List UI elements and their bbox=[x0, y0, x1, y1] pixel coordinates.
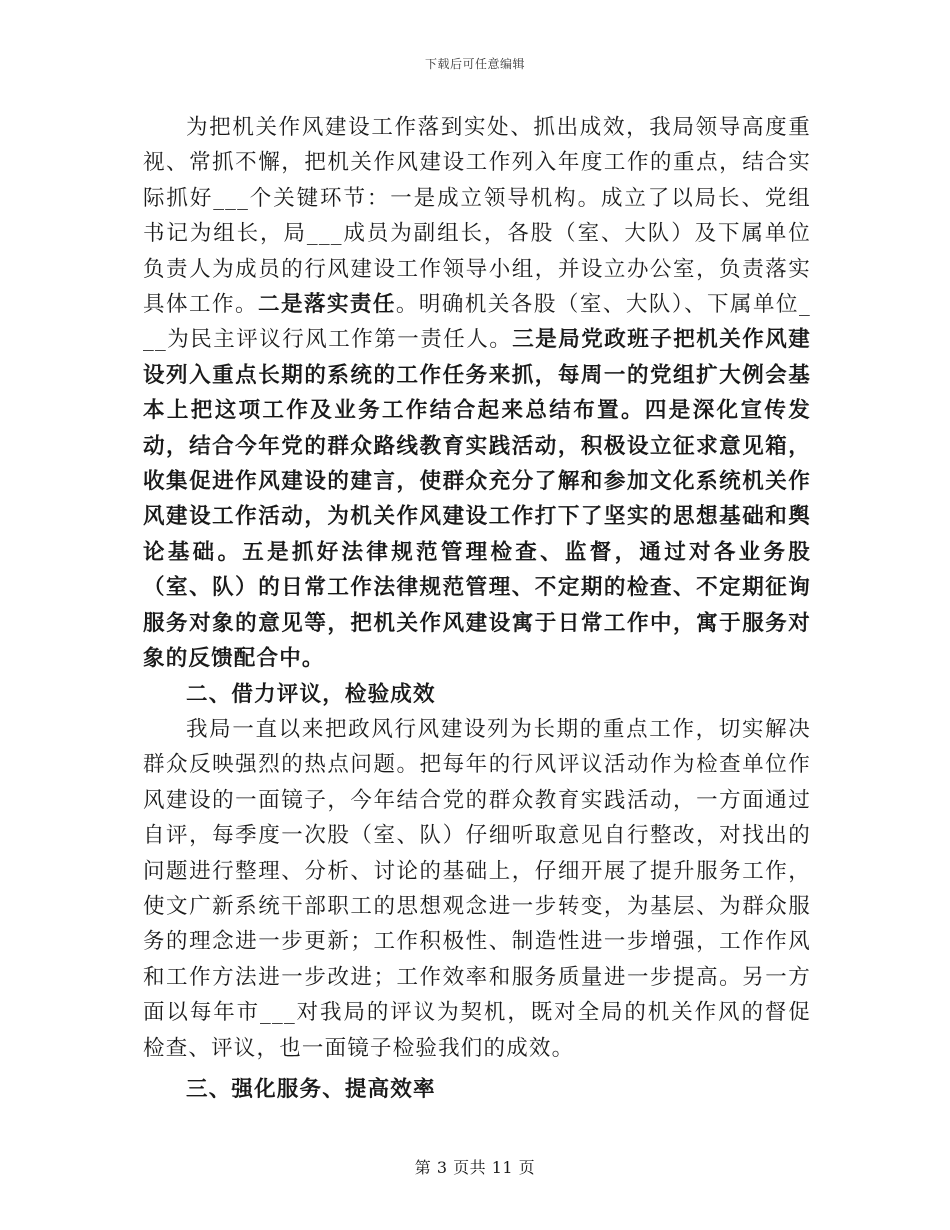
document-body bbox=[143, 110, 811, 1107]
paragraph-1-bold-b: 二是落实责任 bbox=[257, 292, 396, 318]
section-heading-2: 二、借力评议，检验成效 bbox=[186, 681, 436, 707]
header-note: 下载后可任意编辑 bbox=[424, 57, 525, 71]
paragraph-1 bbox=[143, 110, 811, 677]
section-heading-3: 三、强化服务、提高效率 bbox=[186, 1076, 436, 1102]
paragraph-1-text-a: 为把机关作风建设工作落到实处、抓出成效，我局领导高度重视、常抓不懈，把机关作风建设工作列入年度工作的重点，结合实际抓好___个关键环节：一是成立领导机构。成立了以局长、党组书记为组长，局___成员为副组长，各股（室、大队）及下属单位负责人为成员的行风建设工作领导小组，并设立办公室，负责落实具体工作。 bbox=[143, 115, 811, 318]
paragraph-1-text-c: 。明确机关各股（室、大队）、下属单位___为民主评议行风工作第一责任人。 bbox=[143, 292, 811, 353]
page-number-footer: 第 3 页共 11 页 bbox=[414, 1158, 536, 1177]
paragraph-2: 我局一直以来把政风行风建设列为长期的重点工作，切实解决群众反映强烈的热点问题。把每年的行风评议活动作为检查单位作风建设的一面镜子，今年结合党的群众教育实践活动，一方面通过自评，每季度一次股（室、队）仔细听取意见自行整改，对找出的问题进行整理、分析、讨论的基础上，仔细开展了提升服务工作，使文广新系统干部职工的思想观念进一步转变，为基层、为群众服务的理念进一步更新；工作积极性、制造性进一步增强，工作作风和工作方法进一步改进；工作效率和服务质量进一步提高。另一方面以每年市___对我局的评议为契机，既对全局的机关作风的督促检查、评议，也一面镜子检验我们的成效。 bbox=[143, 716, 811, 1061]
paragraph-1-bold-d: 三是局党政班子把机关作风建设列入重点长期的系统的工作任务来抓，每周一的党组扩大例会基本上把这项工作及业务工作结合起来总结布置。四是深化宣传发动，结合今年党的群众路线教育实践活动，积极设立征求意见箱，收集促进作风建设的建言，使群众充分了解和参加文化系统机关作风建设工作活动，为机关作风建设工作打下了坚实的思想基础和舆论基础。五是抓好法律规范管理检查、监督，通过对各业务股（室、队）的日常工作法律规范管理、不定期的检查、不定期征询服务对象的意见等，把机关作风建设寓于日常工作中，寓于服务对象的反馈配合中。 bbox=[143, 327, 811, 672]
